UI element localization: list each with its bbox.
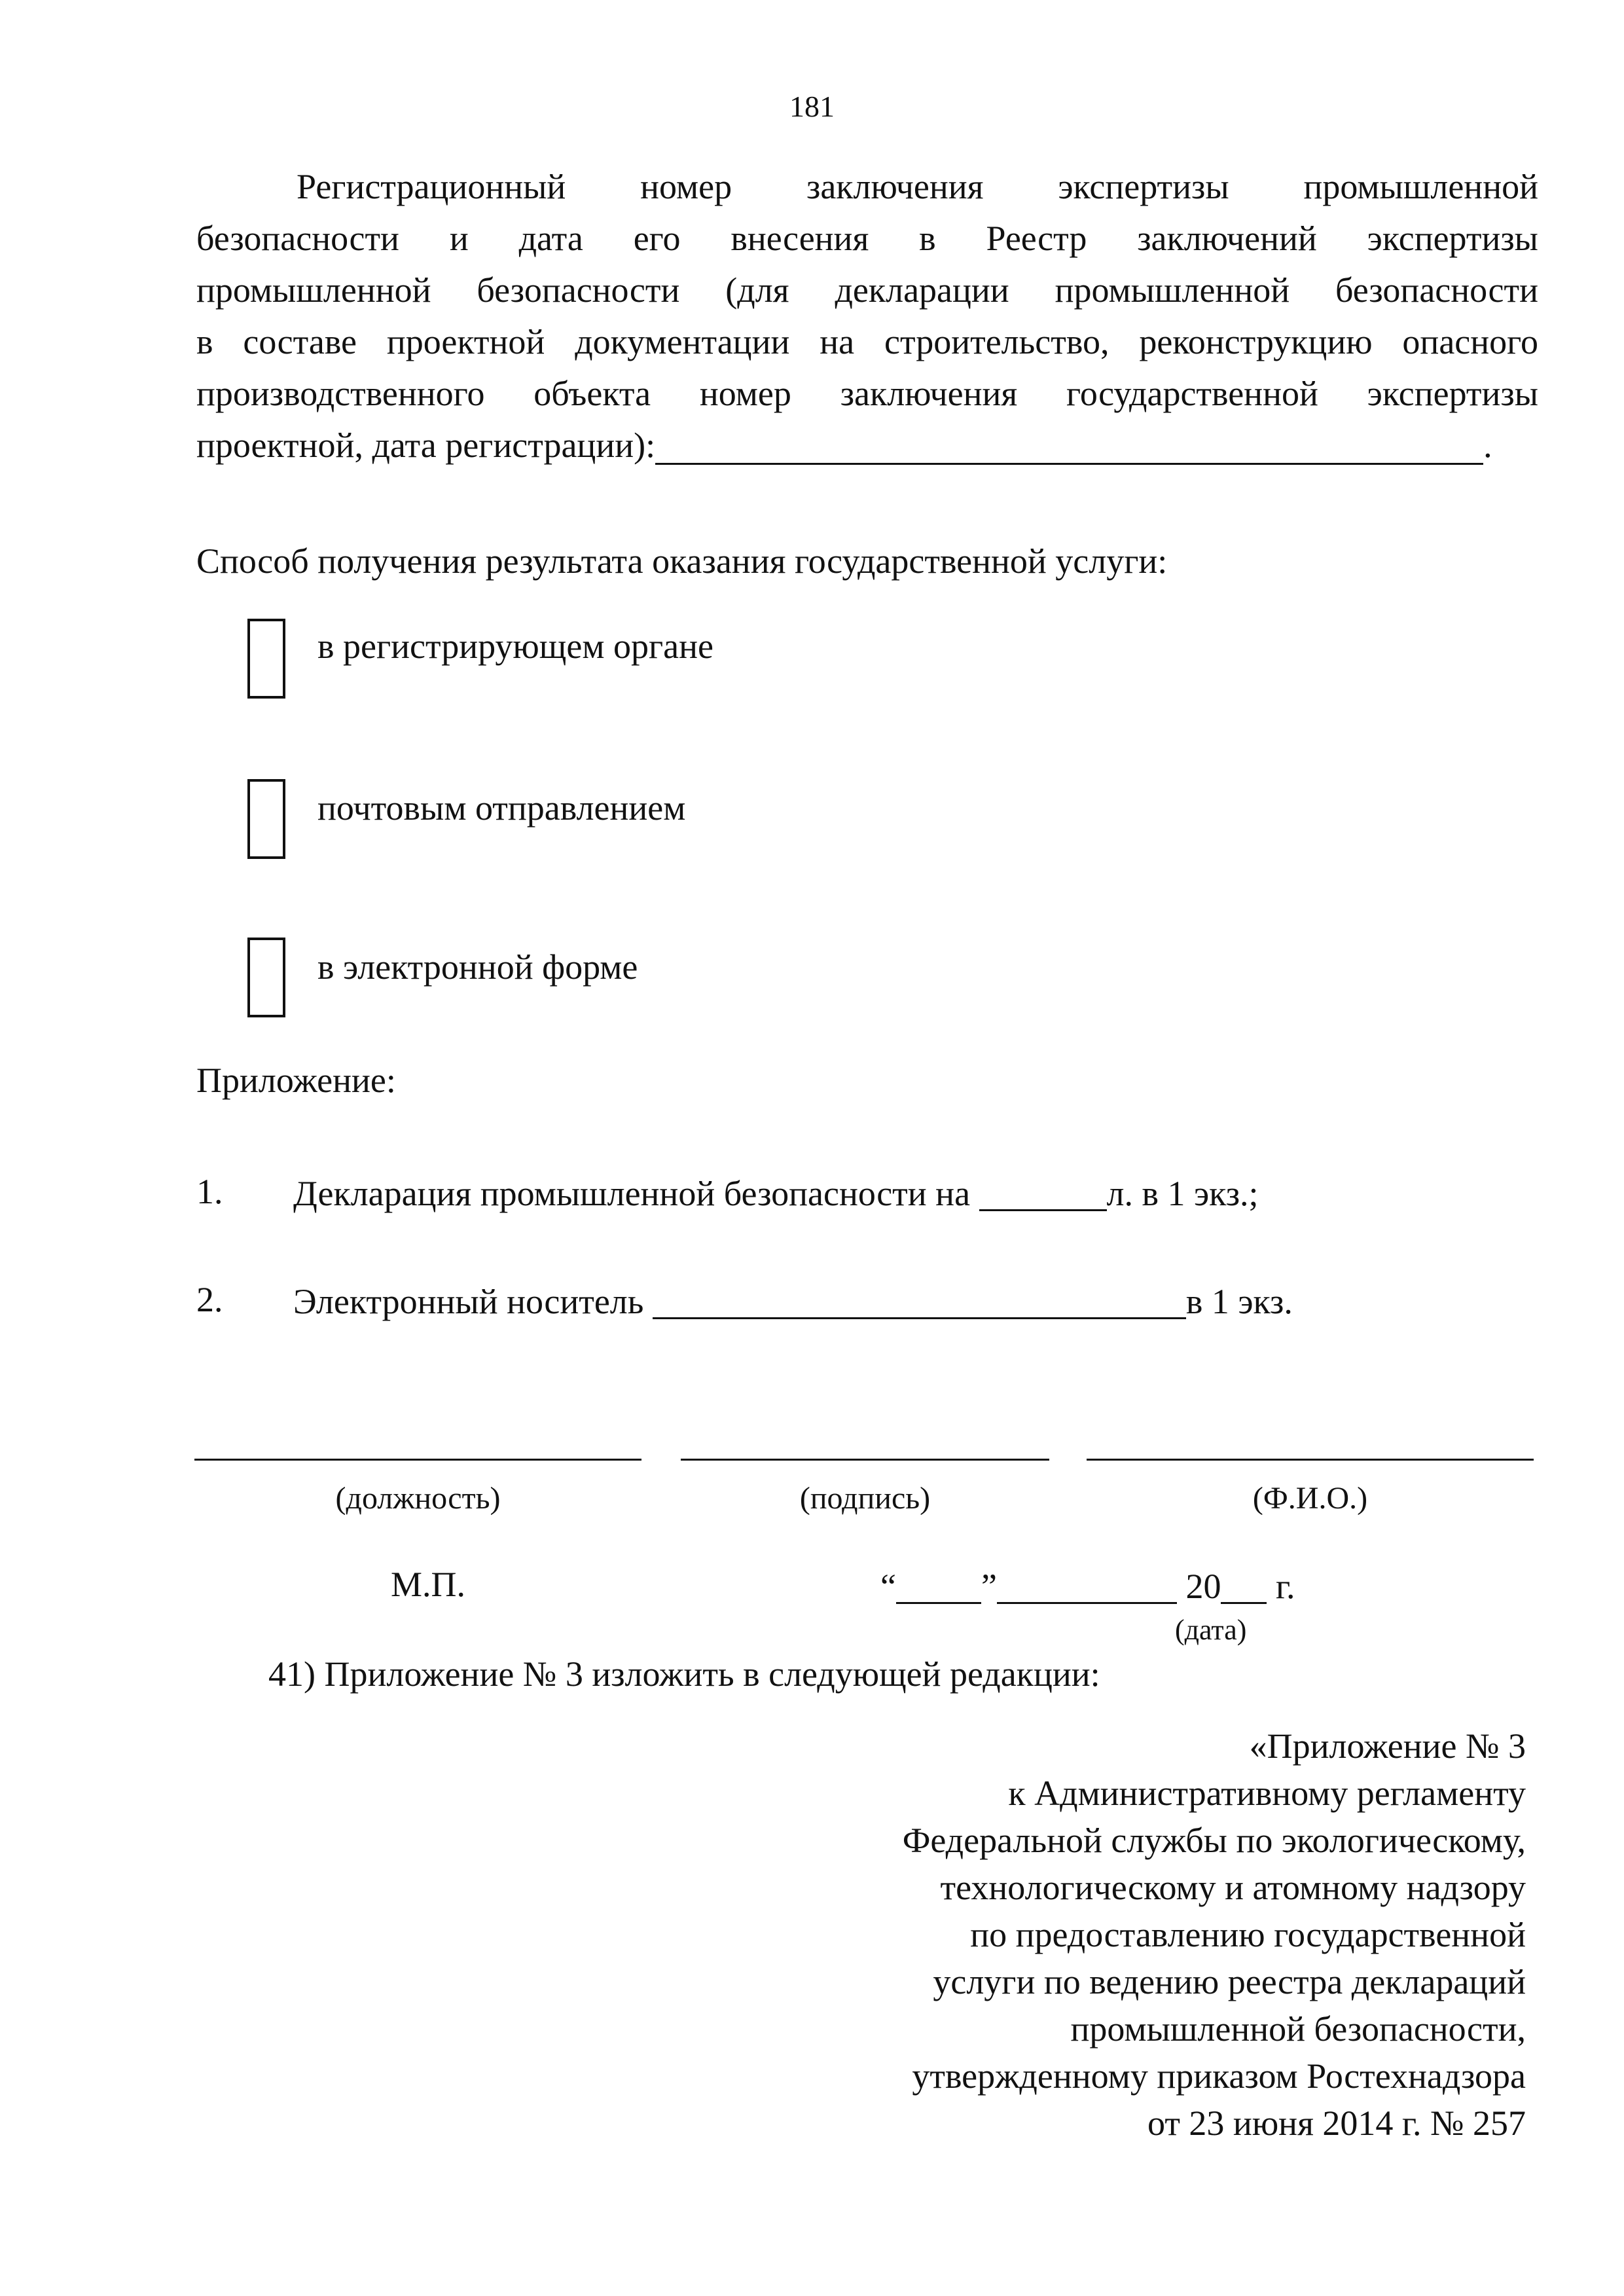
checkbox-postal[interactable] (247, 779, 285, 859)
word: в (919, 219, 936, 258)
page-number: 181 (789, 90, 835, 123)
appendix-line: к Административному регламенту (1008, 1774, 1526, 1813)
registration-label: проектной, дата регистрации): (196, 426, 656, 465)
appendix-line: Федеральной службы по экологическому, (902, 1821, 1526, 1860)
delivery-heading: Способ получения результата оказания государственной услуги: (196, 541, 1168, 581)
year-field[interactable] (1221, 1567, 1267, 1604)
name-line[interactable] (1087, 1459, 1534, 1461)
date-label: (дата) (1175, 1614, 1247, 1646)
option-label: почтовым отправлением (317, 788, 686, 828)
word: промышленной (1303, 167, 1538, 206)
word: проектной (386, 322, 545, 361)
word: строительство, (884, 322, 1110, 361)
word: номер (640, 167, 732, 206)
paragraph-line (196, 221, 1538, 272)
close-quote: ” (981, 1567, 997, 1606)
word: безопасности (1335, 270, 1538, 310)
word: безопасности (196, 219, 399, 258)
word: составе (243, 322, 357, 361)
signature-line[interactable] (681, 1459, 1049, 1461)
appendix-header (740, 1728, 1526, 2153)
appendix-line: от 23 июня 2014 г. № 257 (1147, 2104, 1526, 2143)
word: производственного (196, 374, 485, 413)
word: опасного (1402, 322, 1538, 361)
period: . (1483, 426, 1492, 465)
paragraph-line (196, 376, 1538, 428)
word: заключения (806, 167, 984, 206)
word: Регистрационный (297, 167, 566, 206)
paragraph-line (196, 169, 1538, 221)
paragraph-line (196, 324, 1538, 376)
word: промышленной (196, 270, 431, 310)
attachment-text: Декларация промышленной безопасности на (293, 1174, 971, 1213)
word: внесения (731, 219, 869, 258)
appendix-line: услуги по ведению реестра деклараций (933, 1962, 1526, 2001)
year-suffix: г. (1275, 1567, 1295, 1606)
word: экспертизы (1367, 219, 1538, 258)
date-field (880, 1567, 1295, 1604)
position-label: (должность) (335, 1481, 501, 1516)
option-label: в регистрирующем органе (317, 627, 713, 666)
word: номер (699, 374, 791, 413)
attachment-text: Электронный носитель (293, 1282, 644, 1321)
appendix-line: утвержденному приказом Ростехнадзора (912, 2056, 1526, 2096)
name-label: (Ф.И.О.) (1252, 1481, 1368, 1516)
word: государственной (1066, 374, 1318, 413)
list-number: 2. (196, 1280, 223, 1319)
word: промышленной (1055, 270, 1290, 310)
word: (для (725, 270, 789, 310)
day-field[interactable] (896, 1567, 981, 1604)
word: в (196, 322, 213, 361)
word: на (820, 322, 855, 361)
paragraph-line (196, 428, 1538, 479)
word: безопасности (477, 270, 680, 310)
list-number: 1. (196, 1172, 223, 1211)
year-prefix: 20 (1185, 1567, 1221, 1606)
word: заключений (1137, 219, 1317, 258)
option-label: в электронной форме (317, 947, 638, 987)
word: реконструкцию (1139, 322, 1373, 361)
word: экспертизы (1058, 167, 1229, 206)
appendix-line: технологическому и атомному надзору (940, 1868, 1526, 1907)
appendix-line: по предоставлению государственной (970, 1915, 1526, 1954)
attachments-heading: Приложение: (196, 1061, 396, 1100)
word: заключения (840, 374, 1018, 413)
attachment-item (293, 1282, 1293, 1319)
word: его (633, 219, 681, 258)
word: и (449, 219, 469, 258)
sheet-count-field[interactable] (979, 1174, 1107, 1211)
open-quote: “ (880, 1567, 896, 1606)
attachment-suffix: в 1 экз. (1185, 1282, 1293, 1321)
position-line[interactable] (194, 1459, 641, 1461)
word: декларации (835, 270, 1009, 310)
word: объекта (533, 374, 651, 413)
paragraph-line (196, 272, 1538, 324)
checkbox-registering-body[interactable] (247, 619, 285, 699)
appendix-line: «Приложение № 3 (1249, 1726, 1526, 1766)
word: документации (575, 322, 790, 361)
stamp-label: М.П. (391, 1565, 466, 1604)
registration-paragraph (196, 169, 1538, 479)
signature-label: (подпись) (799, 1481, 931, 1516)
appendix-line: промышленной безопасности, (1070, 2009, 1526, 2049)
month-field[interactable] (997, 1567, 1177, 1604)
attachment-suffix: л. в 1 экз.; (1106, 1174, 1259, 1213)
attachment-item (293, 1174, 1259, 1211)
word: Реестр (986, 219, 1087, 258)
checkbox-electronic[interactable] (247, 938, 285, 1017)
media-field[interactable] (653, 1282, 1186, 1319)
word: дата (518, 219, 583, 258)
amendment-text: 41) Приложение № 3 изложить в следующей редакции: (268, 1654, 1100, 1694)
word: экспертизы (1367, 374, 1538, 413)
registration-number-field[interactable] (655, 428, 1483, 465)
